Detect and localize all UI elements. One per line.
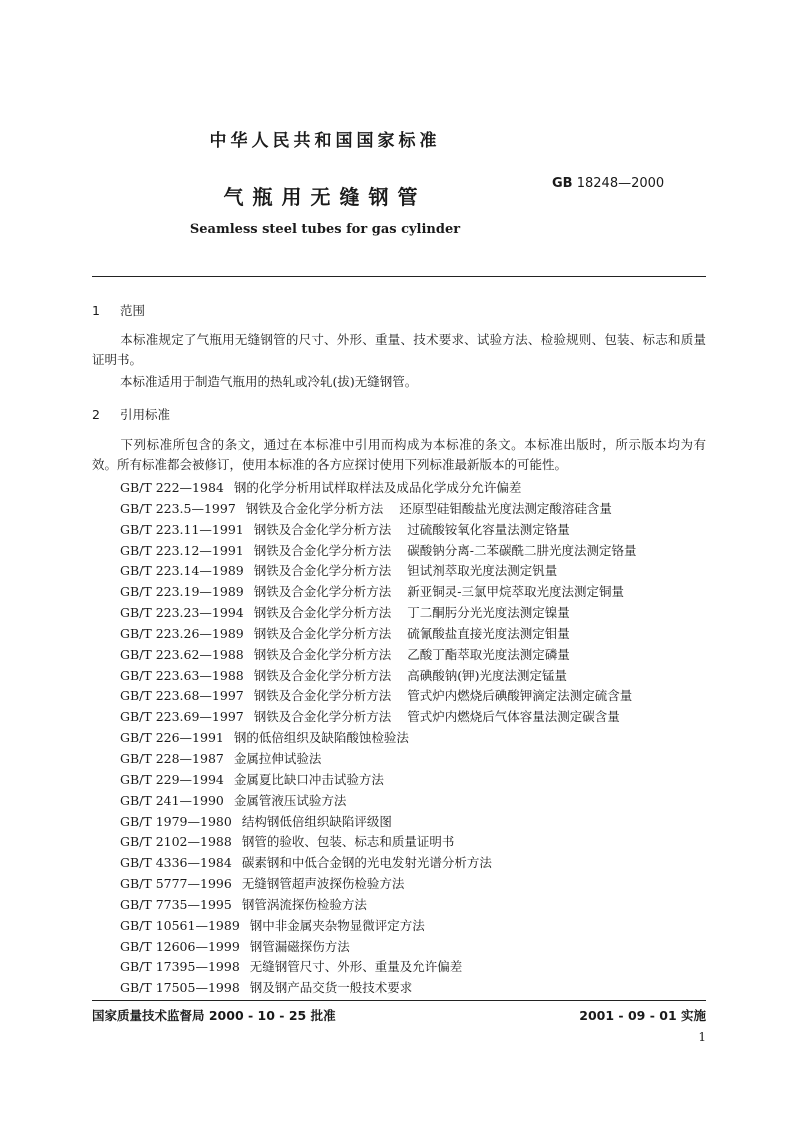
section-1-paragraph-2-text: 本标准适用于制造气瓶用的热轧或冷轧(拔)无缝钢管。 — [120, 374, 418, 389]
section-2-number: 2 — [92, 407, 100, 422]
reference-subtitle: 乙酸丁酯萃取光度法测定磷量 — [407, 646, 570, 662]
reference-code: GB/T 2102—1988 — [120, 834, 232, 850]
reference-item — [120, 853, 710, 874]
section-2-intro-text: 下列标准所包含的条文，通过在本标准中引用而构成为本标准的条文。本标准出版时，所示版本均为有效。所有标准都会被修订，使用本标准的各方应探讨使用下列标准最新版本的可能性。 — [92, 437, 706, 472]
reference-title: 无缝钢管尺寸、外形、重量及允许偏差 — [249, 959, 463, 975]
reference-code: GB/T 223.23—1994 — [120, 605, 244, 621]
reference-item — [120, 916, 710, 937]
reference-code: GB/T 223.5—1997 — [120, 500, 236, 516]
reference-item — [120, 666, 710, 687]
reference-code: GB/T 5777—1996 — [120, 876, 232, 892]
reference-code: GB/T 223.62—1988 — [120, 646, 244, 662]
reference-subtitle: 还原型硅钼酸盐光度法测定酸溶硅含量 — [399, 500, 612, 516]
reference-title: 钢中非金属夹杂物显微评定方法 — [249, 917, 425, 933]
reference-title: 钢管涡流探伤检验方法 — [241, 896, 367, 912]
reference-item — [120, 749, 710, 770]
reference-item — [120, 832, 710, 853]
header-divider — [92, 276, 706, 277]
reference-title: 金属拉伸试验法 — [233, 750, 322, 766]
reference-subtitle: 钽试剂萃取光度法测定钒量 — [407, 563, 558, 579]
reference-code: GB/T 1979—1980 — [120, 813, 232, 829]
reference-subtitle: 管式炉内燃烧后气体容量法测定碳含量 — [407, 709, 620, 725]
reference-title: 钢铁及合金化学分析方法 — [253, 667, 392, 683]
section-2-heading — [92, 405, 170, 423]
section-1-paragraph-1-text: 本标准规定了气瓶用无缝钢管的尺寸、外形、重量、技术要求、试验方法、检验规则、包装、标志和质量证明书。 — [92, 332, 706, 367]
reference-subtitle: 碳酸钠分离-二苯碳酰二肼光度法测定铬量 — [407, 542, 637, 558]
reference-title: 钢管漏磁探伤方法 — [249, 938, 350, 954]
reference-title: 无缝钢管超声波探伤检验方法 — [241, 876, 405, 892]
reference-title: 碳素钢和中低合金钢的光电发射光谱分析方法 — [241, 855, 492, 871]
reference-title: 钢的低倍组织及缺陷酸蚀检验法 — [233, 730, 409, 746]
section-2-title: 引用标准 — [119, 407, 170, 422]
section-1-heading — [92, 301, 145, 319]
reference-code: GB/T 222—1984 — [120, 480, 224, 495]
reference-code: GB/T 223.26—1989 — [120, 625, 244, 641]
page-number: 1 — [698, 1030, 706, 1044]
reference-code: GB/T 4336—1984 — [120, 855, 232, 871]
section-1-title: 范围 — [119, 303, 145, 318]
reference-title: 金属管液压试验方法 — [233, 792, 347, 808]
reference-title: 钢及钢产品交货一般技术要求 — [249, 980, 413, 996]
reference-title: 钢铁及合金化学分析方法 — [245, 500, 384, 516]
reference-title: 钢铁及合金化学分析方法 — [253, 521, 392, 537]
reference-code: GB/T 229—1994 — [120, 771, 224, 787]
reference-subtitle: 丁二酮肟分光光度法测定镍量 — [407, 605, 570, 621]
reference-title: 金属夏比缺口冲击试验方法 — [233, 771, 384, 787]
reference-item — [120, 978, 710, 999]
section-1-paragraph-2 — [92, 372, 706, 392]
reference-list — [120, 478, 710, 999]
reference-item — [120, 624, 710, 645]
reference-item — [120, 645, 710, 666]
reference-code: GB/T 7735—1995 — [120, 896, 232, 912]
reference-subtitle: 过硫酸铵氧化容量法测定铬量 — [407, 521, 570, 537]
reference-item — [120, 728, 710, 749]
reference-item — [120, 874, 710, 895]
reference-title: 钢铁及合金化学分析方法 — [253, 563, 392, 579]
reference-code: GB/T 223.68—1997 — [120, 688, 244, 704]
english-title: Seamless steel tubes for gas cylinder — [189, 222, 461, 237]
reference-code: GB/T 241—1990 — [120, 792, 224, 808]
reference-subtitle: 新亚铜灵-三氯甲烷萃取光度法测定铜量 — [407, 584, 624, 600]
section-1-paragraph-1 — [92, 330, 706, 370]
section-1-number: 1 — [92, 303, 100, 318]
reference-title: 钢铁及合金化学分析方法 — [253, 688, 392, 704]
reference-subtitle: 硫氰酸盐直接光度法测定钼量 — [407, 625, 570, 641]
approval-date: 国家质量技术监督局 2000 - 10 - 25 批准 — [92, 1008, 336, 1023]
reference-title: 钢管的验收、包装、标志和质量证明书 — [241, 834, 455, 850]
reference-item — [120, 499, 710, 520]
reference-code: GB/T 17395—1998 — [120, 959, 240, 975]
reference-code: GB/T 223.63—1988 — [120, 667, 244, 683]
reference-code: GB/T 10561—1989 — [120, 917, 240, 933]
reference-item — [120, 791, 710, 812]
reference-item — [120, 582, 710, 603]
reference-code: GB/T 223.19—1989 — [120, 584, 244, 600]
reference-title: 钢铁及合金化学分析方法 — [253, 605, 392, 621]
reference-title: 钢的化学分析用试样取样法及成品化学成分允许偏差 — [233, 480, 522, 495]
implementation-date: 2001 - 09 - 01 实施 — [579, 1008, 706, 1023]
reference-item — [120, 812, 710, 833]
reference-item — [120, 520, 710, 541]
reference-title: 结构钢低倍组织缺陷评级图 — [241, 813, 392, 829]
reference-code: GB/T 17505—1998 — [120, 980, 240, 996]
reference-item — [120, 770, 710, 791]
reference-code: GB/T 223.12—1991 — [120, 542, 244, 558]
reference-code: GB/T 223.11—1991 — [120, 521, 244, 537]
reference-code: GB/T 12606—1999 — [120, 938, 240, 954]
reference-item — [120, 707, 710, 728]
standard-code — [552, 176, 664, 191]
section-2-intro — [92, 435, 706, 475]
reference-item — [120, 478, 710, 499]
national-standard-heading: 中华人民共和国国家标准 — [209, 131, 441, 151]
reference-title: 钢铁及合金化学分析方法 — [253, 542, 392, 558]
reference-item — [120, 895, 710, 916]
reference-code: GB/T 223.69—1997 — [120, 709, 244, 725]
reference-title: 钢铁及合金化学分析方法 — [253, 646, 392, 662]
reference-item — [120, 686, 710, 707]
standard-code-prefix: GB — [552, 176, 573, 191]
reference-subtitle: 管式炉内燃烧后碘酸钾滴定法测定硫含量 — [407, 688, 633, 704]
reference-subtitle: 高碘酸钠(钾)光度法测定锰量 — [407, 667, 568, 683]
reference-item — [120, 603, 710, 624]
reference-item — [120, 957, 710, 978]
document-title: 气瓶用无缝钢管 — [223, 185, 427, 209]
reference-code: GB/T 228—1987 — [120, 750, 224, 766]
reference-item — [120, 937, 710, 958]
reference-title: 钢铁及合金化学分析方法 — [253, 709, 392, 725]
footer-divider — [92, 1000, 706, 1001]
reference-title: 钢铁及合金化学分析方法 — [253, 625, 392, 641]
standard-code-number: 18248—2000 — [576, 176, 665, 191]
reference-code: GB/T 226—1991 — [120, 730, 224, 746]
reference-item — [120, 561, 710, 582]
reference-code: GB/T 223.14—1989 — [120, 563, 244, 579]
reference-title: 钢铁及合金化学分析方法 — [253, 584, 392, 600]
reference-item — [120, 541, 710, 562]
